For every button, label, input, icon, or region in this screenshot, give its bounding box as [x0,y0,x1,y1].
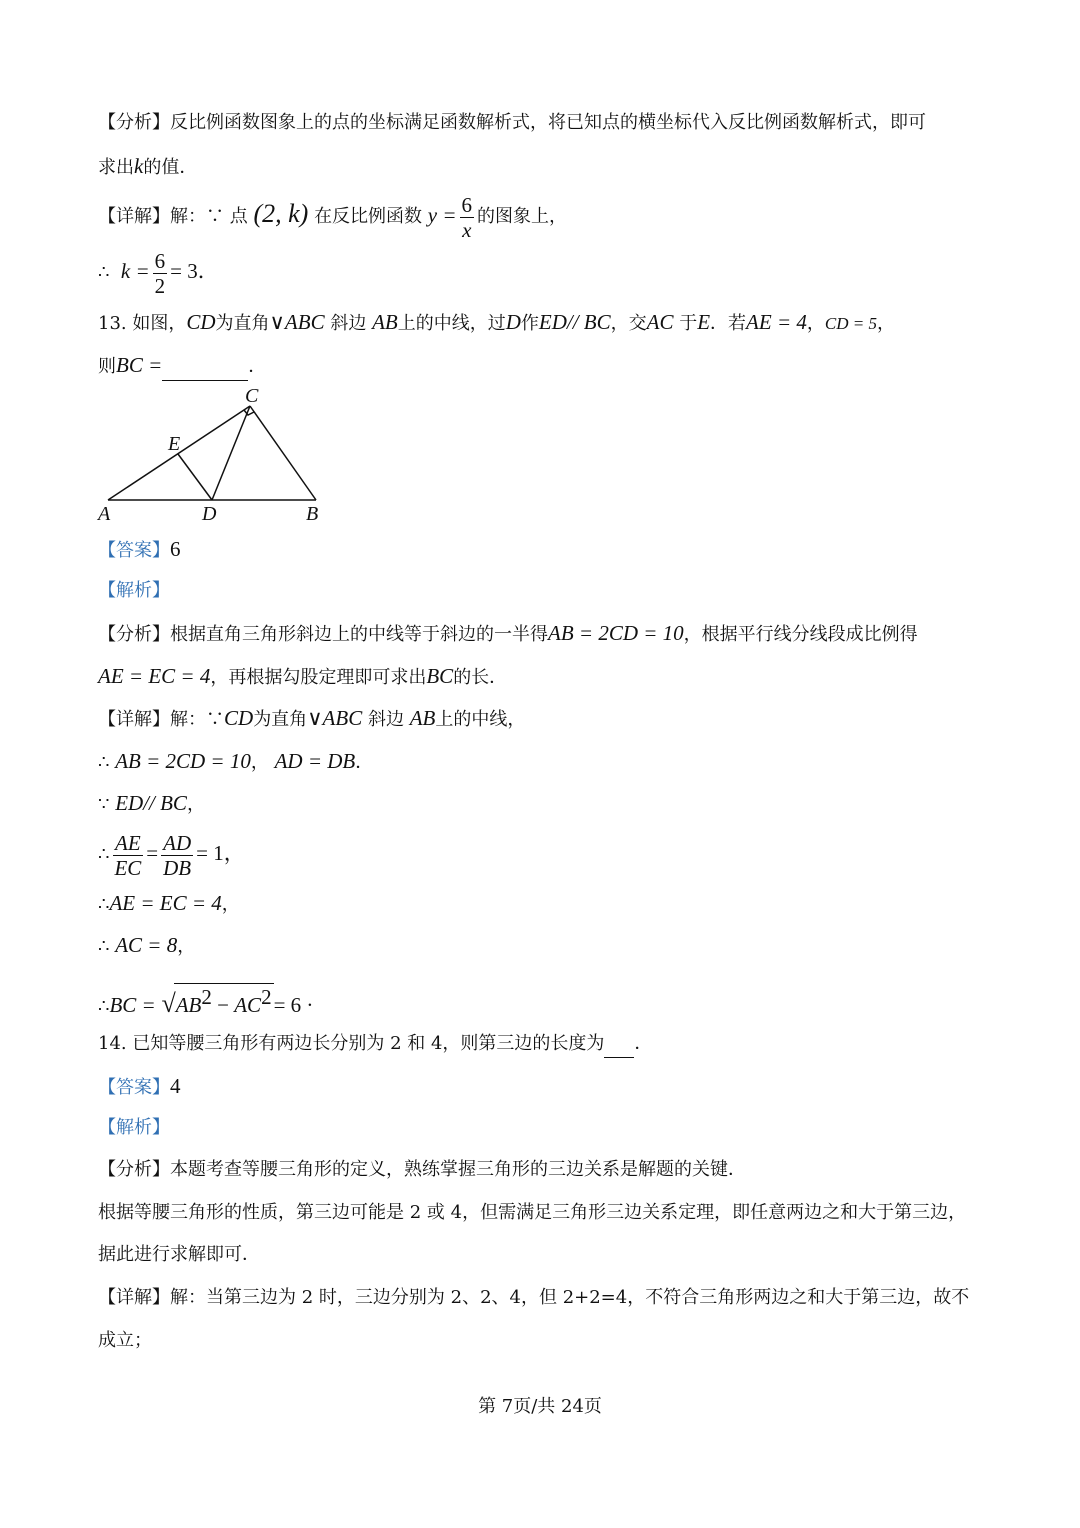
text: ． [634,1033,653,1054]
analysis-text: 反比例函数图象上的点的坐标满足函数解析式，将已知点的横坐标代入反比例函数解析式，即可 [170,112,926,133]
label-e: E [168,433,181,455]
text: 13. 如图， [98,313,187,334]
text: ． [355,752,374,773]
step-4 [98,890,240,918]
step-1 [98,748,373,776]
frac-den: x [462,217,472,242]
math: BC = [109,993,156,1017]
tag-detail: 【详解】 [98,709,170,730]
text: 的值． [143,157,198,178]
therefore-symbol: ∴ [98,894,110,915]
therefore-symbol: ∴ [98,752,110,773]
frac-num: 6 [461,192,473,217]
minus: − [211,993,235,1017]
question-13-line-1 [98,309,895,337]
tag-detail: 【详解】 [98,206,170,227]
detail-14-line-2: 成立； [98,1330,152,1351]
math-point: (2, k) [253,199,309,228]
text: 上的中线， [435,709,526,730]
step-5 [98,932,195,960]
text: 求出 [98,157,134,178]
fraction-ae-ec [112,831,143,880]
detail-line-2 [98,246,219,298]
tag-analysis: 【分析】 [98,112,170,133]
triangle-figure [92,382,332,527]
explanation-14-tag: 【解析】 [98,1117,170,1138]
answer-value: 4 [170,1074,181,1098]
tag-answer: 【答案】 [98,540,170,561]
paragraph-14-line-1: 根据等腰三角形的性质，第三边可能是 2 或 4，但需满足三角形三边关系定理，即任意两边之和大于第三边， [98,1202,967,1223]
label-a: A [98,503,111,525]
explanation-13-tag: 【解析】 [98,580,170,601]
text: ， [876,313,895,334]
text: ．若 [710,313,747,334]
math: AC [234,993,262,1017]
math: ED// BC [538,310,611,334]
text: 解：当第三边为 2 时，三边分别为 2、2、4，但 2+2=4，不符合三角形两边之和大于第三边，故不 [170,1287,970,1308]
math: AE = EC = 4 [98,664,211,688]
text: ， [250,752,269,773]
therefore-symbol: ∴ [98,262,110,283]
text: 作 [520,313,539,334]
math: CD [186,310,216,334]
step-2 [98,790,205,818]
step-6 [98,983,313,1020]
text: 为直角 [215,313,270,334]
analysis-13-line-1 [98,620,918,648]
text: 上的中线，过 [397,313,506,334]
text: 根据直角三角形斜边上的中线等于斜边的一半得 [170,624,548,645]
math: BC [426,664,454,688]
math: = 1， [196,841,245,865]
text: 解：∵ 点 [170,206,248,227]
answer-value: 6 [170,537,181,561]
text: ， [177,936,196,957]
therefore-symbol: ∴ [98,936,110,957]
page-footer: 第 7页/共 24页 [478,1396,602,1417]
answer-13 [98,536,181,564]
math: AE = EC = 4 [109,891,222,915]
paragraph-14-line-2: 据此进行求解即可． [98,1244,260,1265]
analysis-13-line-2 [98,663,507,691]
frac-den: 2 [154,273,166,298]
text: ，再根据勾股定理即可求出 [210,667,427,688]
exponent: 2 [201,985,212,1009]
math: D [505,310,521,334]
text: ， [806,313,825,334]
math: AB = 2CD = 10 [115,749,251,773]
math: AD = DB [274,749,356,773]
tag-analysis: 【分析】 [98,1159,170,1180]
text: 在反比例函数 [314,206,423,227]
math: BC = [116,353,163,377]
therefore-symbol: ∴ [98,844,110,865]
segment-ed [178,454,212,500]
text: ． [248,356,267,377]
math: ∨ABC [269,310,325,334]
math: CD = 5 [824,314,877,333]
detail-14-line-1 [98,1285,969,1311]
detail-line-1 [98,190,567,242]
sqrt-body [174,983,274,1018]
math: AB [175,993,202,1017]
tag-detail: 【详解】 [98,1287,170,1308]
analysis-line-2 [98,153,197,181]
answer-blank[interactable] [604,1031,634,1058]
math: ∨ABC [307,706,363,730]
tag-answer: 【答案】 [98,1077,170,1098]
text: 斜边 [367,709,404,730]
label-b: B [306,503,319,525]
fraction-ad-db [161,831,193,880]
exponent: 2 [261,985,272,1009]
math: AC [646,310,674,334]
text: ， [186,794,205,815]
fraction-6-over-2 [153,249,168,298]
math: AB [409,706,436,730]
question-13-line-2 [98,352,266,381]
label-d: D [202,503,217,525]
text: ，根据平行线分线段成比例得 [683,624,918,645]
fraction-6-over-x [460,193,475,242]
math-k: k [134,154,144,178]
text: 则 [98,356,116,377]
analysis-14 [98,1157,746,1183]
segment-cb [250,406,316,500]
text: 解：∵ [170,709,224,730]
answer-blank[interactable] [162,354,248,381]
math: = 6 · [273,993,314,1017]
math: E [697,310,711,334]
analysis-line-1 [98,110,926,136]
math-eq: = [146,841,159,865]
text: 的图象上， [477,206,568,227]
math: AE = 4 [746,310,807,334]
text: 本题考查等腰三角形的定义，熟练掌握三角形的三边关系是解题的关键． [170,1159,746,1180]
detail-13-line-1 [98,705,525,733]
text: ，交 [610,313,647,334]
frac-num: AD [163,830,192,855]
frac-num: AE [115,830,141,855]
text: 为直角 [253,709,308,730]
math: ED// BC [115,791,187,815]
segment-cd [212,406,250,500]
frac-den: DB [163,855,192,880]
math-eq-3: = 3． [170,259,219,283]
sqrt-symbol: √ [161,989,176,1018]
because-symbol: ∵ [98,794,110,815]
answer-14 [98,1073,181,1101]
frac-num: 6 [154,248,166,273]
text: 于 [679,313,698,334]
math: AB [372,310,398,334]
step-3 [98,824,245,884]
label-c: C [245,385,259,407]
math-y: y = [427,203,457,227]
text: ， [221,894,240,915]
math: AB = 2CD = 10 [548,621,684,645]
frac-den: EC [114,855,142,880]
therefore-symbol: ∴ [98,996,110,1017]
question-14 [98,1031,652,1058]
math: CD [224,706,254,730]
math-k-eq: k = [120,259,150,283]
tag-analysis: 【分析】 [98,624,170,645]
math: AC = 8 [115,933,178,957]
text: 的长． [453,667,508,688]
text: 斜边 [330,313,367,334]
text: 14. 已知等腰三角形有两边长分别为 2 和 4，则第三边的长度为 [98,1033,605,1054]
